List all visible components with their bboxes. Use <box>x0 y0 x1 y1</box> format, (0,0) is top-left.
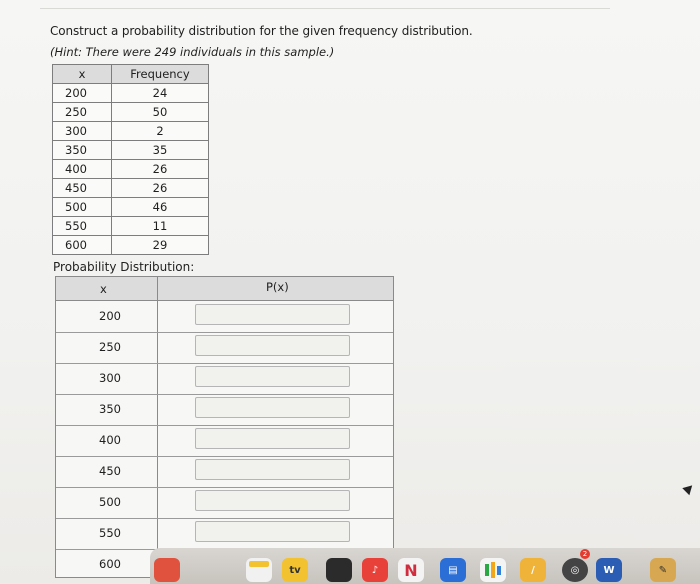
table-row <box>53 236 209 255</box>
tv-icon[interactable]: tv <box>282 558 308 582</box>
safari-icon[interactable]: ◎ <box>562 558 588 582</box>
px-input[interactable] <box>195 397 350 418</box>
x-value: 350 <box>53 141 112 160</box>
probability-table-header <box>56 277 393 301</box>
table-row <box>56 425 393 457</box>
frequency-value: 50 <box>112 103 209 122</box>
x-value: 200 <box>99 309 121 323</box>
frequency-table <box>52 64 209 255</box>
x-value: 250 <box>53 103 112 122</box>
news-icon[interactable]: ♪ <box>362 558 388 582</box>
x-value: 200 <box>53 84 112 103</box>
x-value: 450 <box>53 179 112 198</box>
frequency-table-header <box>53 65 209 84</box>
x-value: 600 <box>99 557 121 571</box>
x-value: 300 <box>99 371 121 385</box>
table-row <box>56 518 393 550</box>
header-px: P(x) <box>266 280 289 294</box>
probability-distribution-table <box>55 276 394 578</box>
x-value: 250 <box>99 340 121 354</box>
table-row <box>53 122 209 141</box>
table-row <box>56 332 393 364</box>
keynote-icon[interactable]: N <box>398 558 424 582</box>
table-row <box>53 217 209 236</box>
table-row <box>53 84 209 103</box>
dock <box>150 548 700 584</box>
frequency-value: 26 <box>112 160 209 179</box>
x-value: 350 <box>99 402 121 416</box>
x-value: 400 <box>53 160 112 179</box>
preview-icon[interactable]: / <box>520 558 546 582</box>
px-input[interactable] <box>195 428 350 449</box>
x-value: 600 <box>53 236 112 255</box>
x-value: 300 <box>53 122 112 141</box>
px-input[interactable] <box>195 490 350 511</box>
table-row <box>56 394 393 426</box>
x-value: 500 <box>99 495 121 509</box>
px-input[interactable] <box>195 304 350 325</box>
table-row <box>53 160 209 179</box>
divider <box>40 8 610 9</box>
notification-badge: 2 <box>580 549 590 559</box>
x-value: 450 <box>99 464 121 478</box>
frequency-value: 24 <box>112 84 209 103</box>
notes-icon[interactable] <box>246 558 272 582</box>
table-row <box>53 198 209 217</box>
header-x: x <box>53 65 112 84</box>
table-row <box>56 301 393 333</box>
question-prompt: Construct a probability distribution for the given frequency distribution. <box>50 24 473 38</box>
frequency-value: 2 <box>112 122 209 141</box>
frequency-value: 29 <box>112 236 209 255</box>
x-value: 500 <box>53 198 112 217</box>
table-row <box>53 141 209 160</box>
probability-distribution-label: Probability Distribution: <box>53 260 195 274</box>
frequency-value: 11 <box>112 217 209 236</box>
frequency-value: 26 <box>112 179 209 198</box>
question-hint: (Hint: There were 249 individuals in this sample.) <box>50 45 335 59</box>
numbers-icon[interactable]: ▤ <box>440 558 466 582</box>
music-icon[interactable] <box>326 558 352 582</box>
word-icon[interactable]: W <box>596 558 622 582</box>
table-row <box>53 103 209 122</box>
header-x: x <box>100 282 107 296</box>
x-value: 550 <box>99 526 121 540</box>
pages-icon[interactable] <box>480 558 506 582</box>
px-input[interactable] <box>195 459 350 480</box>
frequency-value: 35 <box>112 141 209 160</box>
header-frequency: Frequency <box>112 65 209 84</box>
table-row <box>56 363 393 395</box>
mail-icon[interactable] <box>154 558 180 582</box>
signature-icon[interactable]: ✎ <box>650 558 676 582</box>
table-row <box>56 456 393 488</box>
px-input[interactable] <box>195 521 350 542</box>
mouse-cursor-icon <box>682 482 695 495</box>
table-row <box>56 487 393 519</box>
px-input[interactable] <box>195 335 350 356</box>
table-row <box>53 179 209 198</box>
x-value: 400 <box>99 433 121 447</box>
frequency-value: 46 <box>112 198 209 217</box>
x-value: 550 <box>53 217 112 236</box>
px-input[interactable] <box>195 366 350 387</box>
